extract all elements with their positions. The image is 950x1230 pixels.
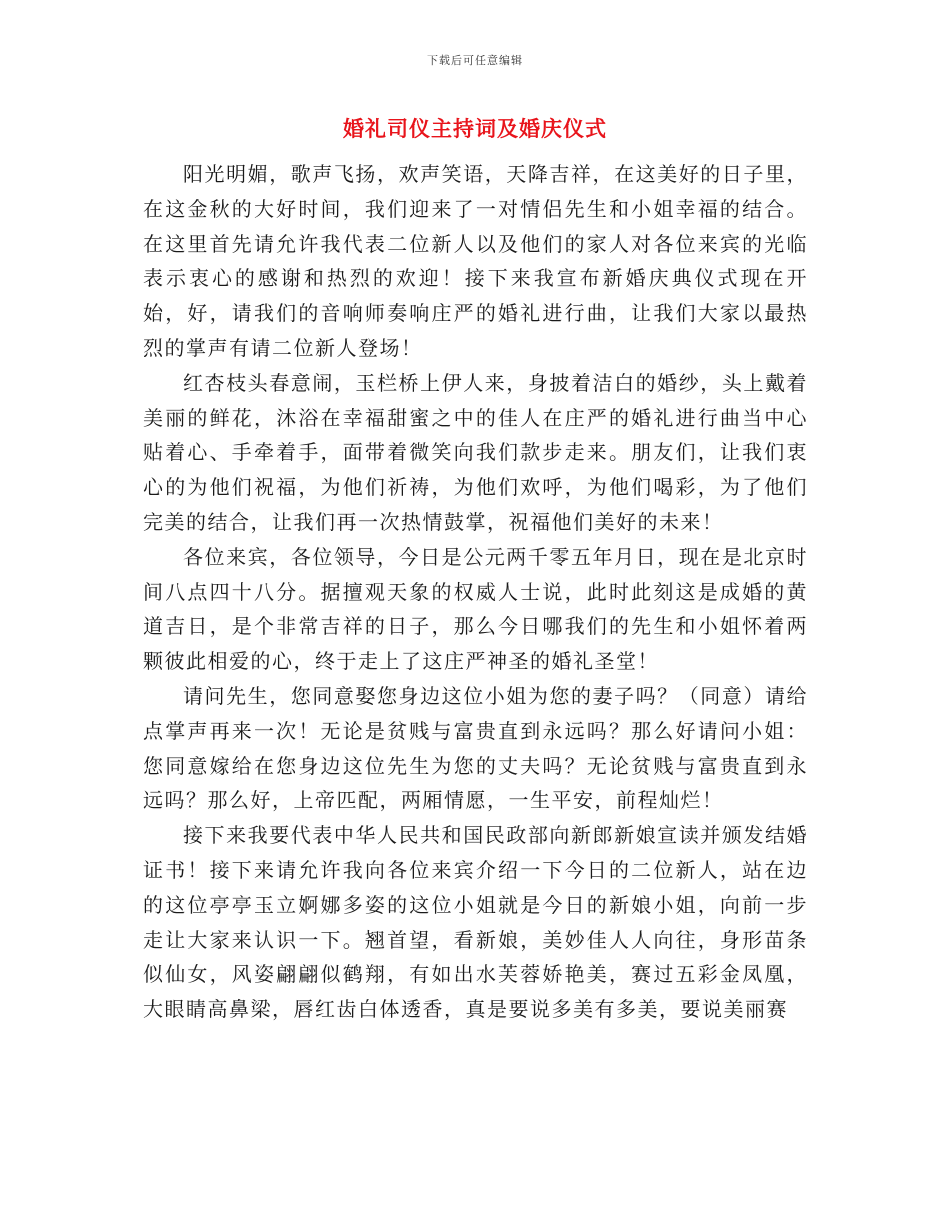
paragraph: 阳光明媚，歌声飞扬，欢声笑语，天降吉祥，在这美好的日子里，在这金秋的大好时间，我们迎来了一对情侣先生和小姐幸福的结合。在这里首先请允许我代表二位新人以及他们的家人对各位来宾的光临表示衷心的感谢和热烈的欢迎！接下来我宣布新婚庆典仪式现在开始，好，请我们的音响师奏响庄严的婚礼进行曲，让我们大家以最热烈的掌声有请二位新人登场！: [143, 162, 808, 360]
document-body: [143, 157, 808, 1027]
paragraph: 接下来我要代表中华人民共和国民政部向新郎新娘宣读并颁发结婚证书！接下来请允许我向各位来宾介绍一下今日的二位新人，站在边的这位亭亭玉立婀娜多姿的这位小姐就是今日的新娘小姐，向前一步走让大家来认识一下。翘首望，看新娘，美妙佳人人向往，身形苗条似仙女，风姿翩翩似鹤翔，有如出水芙蓉娇艳美，赛过五彩金凤凰，大眼睛高鼻梁，唇红齿白体透香，真是要说多美有多美，要说美丽赛: [143, 823, 808, 1022]
paragraph: 各位来宾，各位领导，今日是公元两千零五年月日，现在是北京时间八点四十八分。据擅观天象的权威人士说，此时此刻这是成婚的黄道吉日，是个非常吉祥的日子，那么今日哪我们的先生和小姐怀着两颗彼此相爱的心，终于走上了这庄严神圣的婚礼圣堂！: [143, 544, 808, 674]
document-title: 婚礼司仪主持词及婚庆仪式: [343, 116, 607, 141]
header-note: 下载后可任意编辑: [427, 54, 523, 67]
paragraph: 请问先生，您同意娶您身边这位小姐为您的妻子吗？（同意）请给点掌声再来一次！无论是贫贱与富贵直到永远吗？那么好请问小姐：您同意嫁给在您身边这位先生为您的丈夫吗？无论贫贱与富贵直到永远吗？那么好，上帝匹配，两厢情愿，一生平安，前程灿烂！: [143, 683, 808, 813]
paragraph: 红杏枝头春意闹，玉栏桥上伊人来，身披着洁白的婚纱，头上戴着美丽的鲜花，沐浴在幸福甜蜜之中的佳人在庄严的婚礼进行曲当中心贴着心、手牵着手，面带着微笑向我们款步走来。朋友们，让我们衷心的为他们祝福，为他们祈祷，为他们欢呼，为他们喝彩，为了他们完美的结合，让我们再一次热情鼓掌，祝福他们美好的未来！: [143, 370, 808, 534]
